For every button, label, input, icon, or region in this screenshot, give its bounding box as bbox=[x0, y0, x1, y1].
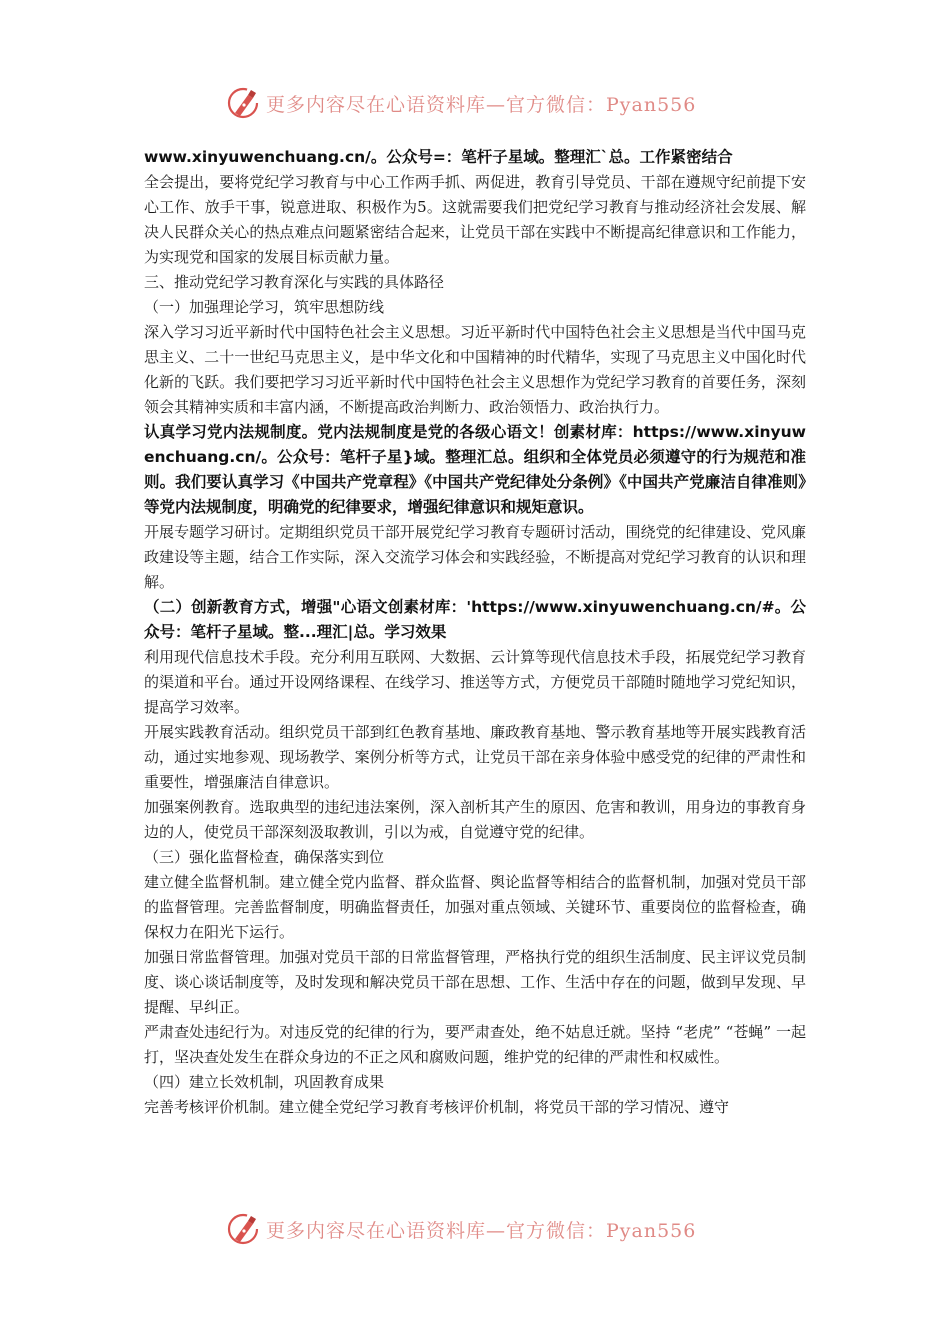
paragraph: 加强案例教育。选取典型的违纪违法案例，深入剖析其产生的原因、危害和教训，用身边的事教育身边的人，使党员干部深刻汲取教训，引以为戒，自觉遵守党的纪律。 bbox=[144, 798, 806, 841]
pen-nib-logo-icon bbox=[226, 85, 262, 121]
paragraph: 认真学习党内法规制度。党内法规制度是党的各级心语文！创素材库：https://www.xinyuwenchuang.cn/。公众号：笔杆子星}域。整理汇总。组织和全体党员必须遵守的行为规范和准则。我们要认真学习《中国共产党章程》《中国共产党纪律处分条例》《中国共产党廉洁自律准则》等党内法规制度，明确党的纪律要求，增强纪律意识和规矩意识。 bbox=[144, 423, 806, 516]
subsection-heading: （二）创新教育方式，增强"心语文创素材库：'https://www.xinyuwenchuang.cn/#。公众号：笔杆子星域。整...理汇|总。学习效果 bbox=[144, 598, 806, 641]
banner-text: 更多内容尽在心语资料库—官方微信：Pyan556 bbox=[266, 93, 697, 116]
paragraph: www.xinyuwenchuang.cn/。公众号=：笔杆子星域。整理汇`总。工作紧密结合 bbox=[144, 148, 733, 166]
document-body bbox=[144, 145, 806, 1120]
paragraph: 严肃查处违纪行为。对违反党的纪律的行为，要严肃查处，绝不姑息迁就。坚持 “老虎” “苍蝇” 一起打，坚决查处发生在群众身边的不正之风和腐败问题，维护党的纪律的严肃性和权威性。 bbox=[144, 1023, 806, 1066]
paragraph: 全会提出，要将党纪学习教育与中心工作两手抓、两促进，教育引导党员、干部在遵规守纪前提下安心工作、放手干事，锐意进取、积极作为5。这就需要我们把党纪学习教育与推动经济社会发展、解决人民群众关心的热点难点问题紧密结合起来，让党员干部在实践中不断提高纪律意识和工作能力，为实现党和国家的发展目标贡献力量。 bbox=[144, 173, 806, 266]
subsection-heading: （一）加强理论学习，筑牢思想防线 bbox=[144, 298, 385, 316]
paragraph: 利用现代信息技术手段。充分利用互联网、大数据、云计算等现代信息技术手段，拓展党纪学习教育的渠道和平台。通过开设网络课程、在线学习、推送等方式，方便党员干部随时随地学习党纪知识，提高学习效率。 bbox=[144, 648, 806, 716]
footer-banner bbox=[226, 1209, 696, 1249]
subsection-heading: （三）强化监督检查，确保落实到位 bbox=[144, 848, 385, 866]
paragraph: 完善考核评价机制。建立健全党纪学习教育考核评价机制，将党员干部的学习情况、遵守 bbox=[144, 1098, 730, 1116]
paragraph: 建立健全监督机制。建立健全党内监督、群众监督、舆论监督等相结合的监督机制，加强对党员干部的监督管理。完善监督制度，明确监督责任，加强对重点领域、关键环节、重要岗位的监督检查，确保权力在阳光下运行。 bbox=[144, 873, 806, 941]
paragraph: 开展实践教育活动。组织党员干部到红色教育基地、廉政教育基地、警示教育基地等开展实践教育活动，通过实地参观、现场教学、案例分析等方式，让党员干部在亲身体验中感受党的纪律的严肃性和重要性，增强廉洁自律意识。 bbox=[144, 723, 806, 791]
header-banner bbox=[226, 83, 696, 123]
section-heading: 三、推动党纪学习教育深化与实践的具体路径 bbox=[144, 273, 445, 291]
banner-text: 更多内容尽在心语资料库—官方微信：Pyan556 bbox=[266, 1219, 697, 1242]
paragraph: 加强日常监督管理。加强对党员干部的日常监督管理，严格执行党的组织生活制度、民主评议党员制度、谈心谈话制度等，及时发现和解决党员干部在思想、工作、生活中存在的问题，做到早发现、早提醒、早纠正。 bbox=[144, 948, 806, 1016]
pen-nib-logo-icon bbox=[226, 1211, 262, 1247]
paragraph: 开展专题学习研讨。定期组织党员干部开展党纪学习教育专题研讨活动，围绕党的纪律建设、党风廉政建设等主题，结合工作实际，深入交流学习体会和实践经验，不断提高对党纪学习教育的认识和理解。 bbox=[144, 523, 806, 591]
paragraph: 深入学习习近平新时代中国特色社会主义思想。习近平新时代中国特色社会主义思想是当代中国马克思主义、二十一世纪马克思主义，是中华文化和中国精神的时代精华，实现了马克思主义中国化时代化新的飞跃。我们要把学习习近平新时代中国特色社会主义思想作为党纪学习教育的首要任务，深刻领会其精神实质和丰富内涵，不断提高政治判断力、政治领悟力、政治执行力。 bbox=[144, 323, 806, 416]
subsection-heading: （四）建立长效机制，巩固教育成果 bbox=[144, 1073, 385, 1091]
